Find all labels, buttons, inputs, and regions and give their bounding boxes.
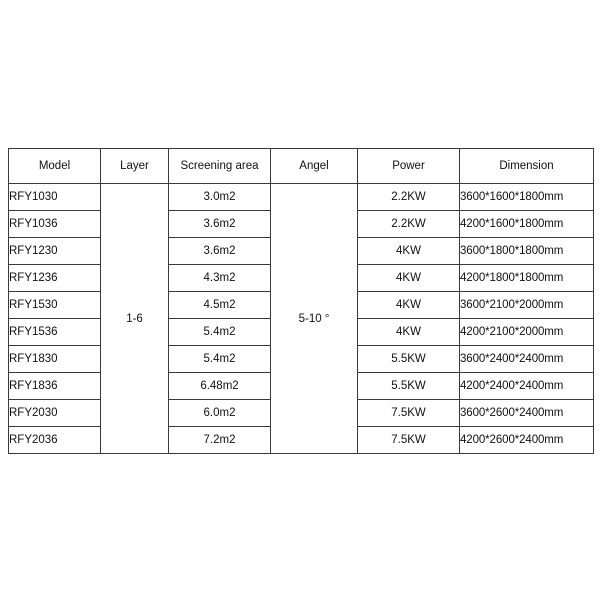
cell-dimension: 3600*2100*2000mm [460, 292, 594, 319]
cell-power: 4KW [358, 292, 460, 319]
cell-area: 4.5m2 [169, 292, 271, 319]
cell-area: 3.6m2 [169, 238, 271, 265]
cell-area: 5.4m2 [169, 346, 271, 373]
cell-angel-merged: 5-10 ° [271, 184, 358, 454]
cell-dimension: 4200*2100*2000mm [460, 319, 594, 346]
header-screening-area: Screening area [169, 149, 271, 184]
header-angel: Angel [271, 149, 358, 184]
cell-power: 7.5KW [358, 400, 460, 427]
cell-model: RFY1036 [9, 211, 101, 238]
cell-dimension: 3600*1800*1800mm [460, 238, 594, 265]
cell-model: RFY1236 [9, 265, 101, 292]
header-layer: Layer [101, 149, 169, 184]
cell-model: RFY1830 [9, 346, 101, 373]
cell-area: 3.0m2 [169, 184, 271, 211]
cell-area: 3.6m2 [169, 211, 271, 238]
cell-dimension: 4200*2400*2400mm [460, 373, 594, 400]
cell-area: 4.3m2 [169, 265, 271, 292]
cell-power: 5.5KW [358, 373, 460, 400]
spec-table [8, 148, 594, 454]
header-dimension: Dimension [460, 149, 594, 184]
cell-dimension: 4200*2600*2400mm [460, 427, 594, 454]
cell-power: 2.2KW [358, 184, 460, 211]
table-row [9, 184, 594, 211]
cell-model: RFY1536 [9, 319, 101, 346]
cell-model: RFY1230 [9, 238, 101, 265]
header-row [9, 149, 594, 184]
cell-dimension: 4200*1600*1800mm [460, 211, 594, 238]
cell-dimension: 3600*2600*2400mm [460, 400, 594, 427]
header-model: Model [9, 149, 101, 184]
cell-dimension: 4200*1800*1800mm [460, 265, 594, 292]
cell-dimension: 3600*2400*2400mm [460, 346, 594, 373]
cell-model: RFY1030 [9, 184, 101, 211]
cell-area: 5.4m2 [169, 319, 271, 346]
cell-model: RFY1836 [9, 373, 101, 400]
cell-power: 4KW [358, 319, 460, 346]
cell-dimension: 3600*1600*1800mm [460, 184, 594, 211]
cell-power: 4KW [358, 238, 460, 265]
cell-area: 6.48m2 [169, 373, 271, 400]
cell-power: 4KW [358, 265, 460, 292]
cell-area: 7.2m2 [169, 427, 271, 454]
cell-power: 5.5KW [358, 346, 460, 373]
cell-power: 7.5KW [358, 427, 460, 454]
cell-power: 2.2KW [358, 211, 460, 238]
cell-layer-merged: 1-6 [101, 184, 169, 454]
cell-model: RFY2030 [9, 400, 101, 427]
table-body [9, 184, 594, 454]
table-header [9, 149, 594, 184]
header-power: Power [358, 149, 460, 184]
cell-model: RFY1530 [9, 292, 101, 319]
cell-area: 6.0m2 [169, 400, 271, 427]
cell-model: RFY2036 [9, 427, 101, 454]
